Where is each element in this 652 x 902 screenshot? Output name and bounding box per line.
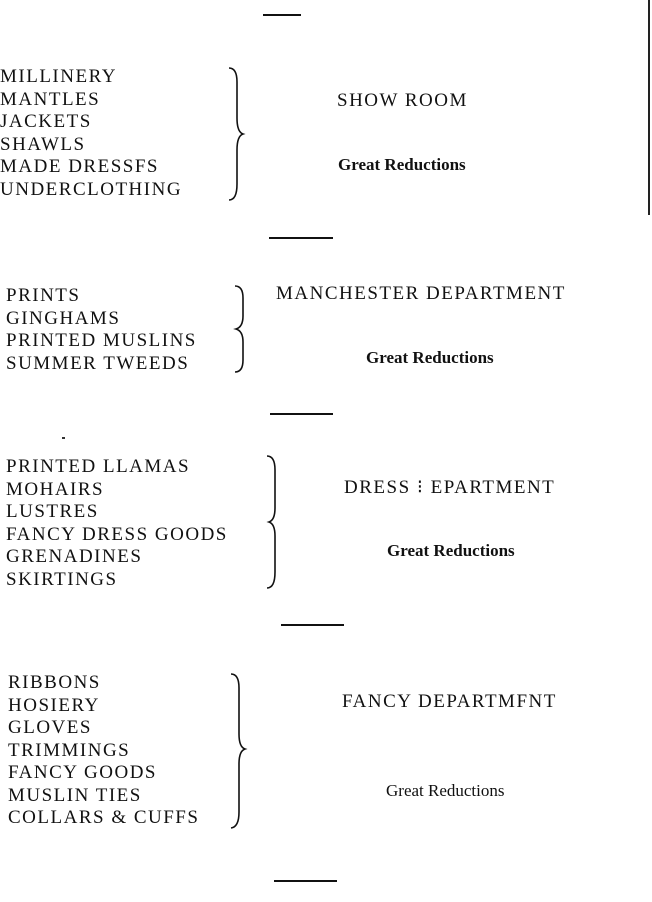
department-title: FANCY DEPARTMFNT [342,691,557,712]
section-divider-rule [281,624,344,626]
department-title: SHOW ROOM [337,90,468,111]
list-item: MUSLIN TIES [8,784,142,806]
list-item: MADE DRESSFS [0,156,159,177]
list-item: JACKETS [0,111,92,132]
curly-brace [226,66,246,202]
reductions-note: Great Reductions [386,781,505,800]
curly-brace [228,672,248,830]
department-title: MANCHESTER DEPARTMENT [276,283,566,304]
list-item: SUMMER TWEEDS [6,352,190,374]
section-divider-rule [263,14,301,16]
item-list [6,456,228,591]
list-item: PRINTED LLAMAS [6,456,191,477]
curly-brace [264,454,284,590]
list-item: MANTLES [0,88,101,110]
reductions-note: Great Reductions [366,348,494,367]
list-item: UNDERCLOTHING [0,178,183,200]
list-item: TRIMMINGS [8,739,131,761]
list-item: PRINTS [6,285,81,306]
list-item: GRENADINES [6,546,143,567]
list-item: GLOVES [8,717,92,738]
ink-speck [62,437,65,439]
section-divider-rule [274,880,337,882]
list-item: MILLINERY [0,66,117,87]
list-item: FANCY DRESS GOODS [6,523,228,545]
list-item: SKIRTINGS [6,568,118,590]
page-edge-line [648,0,650,215]
reductions-note: Great Reductions [387,541,515,560]
item-list [8,672,199,830]
list-item: GINGHAMS [6,307,121,329]
list-item: MOHAIRS [6,478,105,500]
list-item: RIBBONS [8,672,101,693]
curly-brace [232,284,252,374]
reductions-note: Great Reductions [338,155,466,174]
list-item: COLLARS & CUFFS [8,807,200,828]
item-list [6,285,197,375]
list-item: HOSIERY [8,694,100,716]
section-divider-rule [270,413,333,415]
department-title: DRESS ⁝ EPARTMENT [344,477,556,498]
item-list [0,66,182,201]
list-item: LUSTRES [6,501,99,522]
list-item: FANCY GOODS [8,762,157,783]
list-item: SHAWLS [0,133,86,155]
section-divider-rule [269,237,333,239]
list-item: PRINTED MUSLINS [6,330,197,351]
